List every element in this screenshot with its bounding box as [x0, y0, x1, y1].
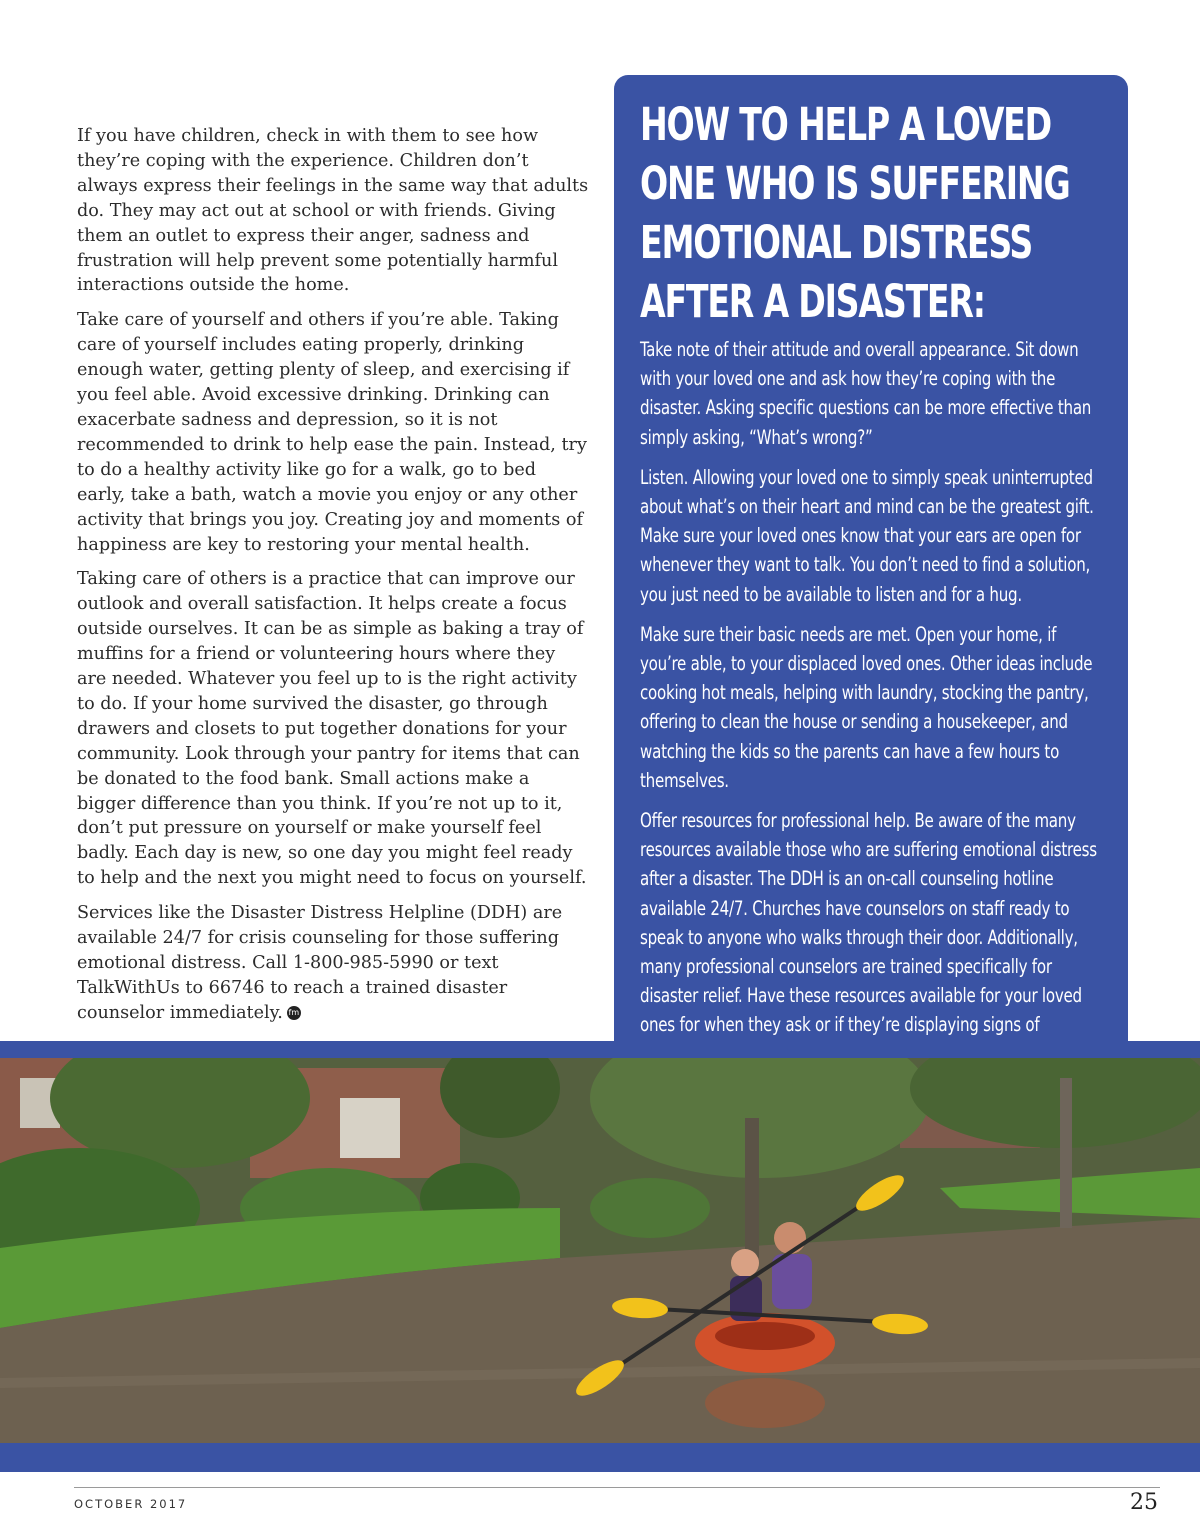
end-mark-icon: fm [287, 1006, 301, 1020]
sidebar-paragraph: Listen. Allowing your loved one to simply speak uninterrupted about what’s on their heart and mind can be the greatest gift. Make sure your loved ones know that your ears are open for whenever they want to talk. You don’t need to find a solution, you just need to be available to listen and for a hug. [640, 465, 1094, 606]
article-paragraph: Take care of yourself and others if you’re able. Taking care of yourself includes eating properly, drinking enough water, getting plenty of sleep, and exercising if you feel able. Avoid excessive drinking. Drinking can exacerbate sadness and depression, so it is not recommended to drink to help ease the pain. Instead, try to do a healthy activity like go for a walk, go to bed early, take a bath, watch a movie you enjoy or any other activity that brings you joy. Creating joy and moments of happiness are key to restoring your mental health. [77, 310, 587, 555]
flooded-street-kayak-photo [0, 1058, 1200, 1443]
footer-divider [74, 1487, 1160, 1488]
article-paragraph-text: Services like the Disaster Distress Helpline (DDH) are available 24/7 for crisis counseling for those suffering emotional distress. Call 1-800-985-5990 or text TalkWithUs to 66746 to reach a trained disaster counselor immediately. [77, 903, 563, 1023]
article-body [77, 124, 589, 1036]
sidebar-title: HOW TO HELP A LOVED ONE WHO IS SUFFERING EMOTIONAL DISTRESS AFTER A DISASTER: [640, 98, 1070, 328]
footer-date: OCTOBER 2017 [74, 1497, 188, 1511]
sidebar-paragraph: Make sure their basic needs are met. Open your home, if you’re able, to your displaced loved ones. Other ideas include cooking hot meals, helping with laundry, stocking the pantry, offering to clean the house or sending a housekeeper, and watching the kids so the parents can have a few hours to themselves. [640, 622, 1093, 792]
article-paragraph: If you have children, check in with them to see how they’re coping with the experience. Children don’t always express their feelings in the same way that adults do. They may act out at school or with friends. Giving them an outlet to express their anger, sadness and frustration will help prevent some potentially harmful interactions outside the home. [77, 126, 589, 296]
page-number: 25 [1130, 1490, 1158, 1515]
sidebar-paragraph: Offer resources for professional help. Be aware of the many resources available those who are suffering emotional distress after a disaster. The DDH is an on-call counseling hotline available 24/7. Churches have counselors on staff ready to speak to anyone who walks through their door. Additionally, many professional counselors are trained specifically for disaster relief. Have these resources available for your loved ones for when they ask or if they’re displaying signs of [640, 809, 1097, 1037]
photo-bottom-band [0, 1443, 1200, 1472]
photo-top-band [0, 1041, 1200, 1058]
article-paragraph: Taking care of others is a practice that can improve our outlook and overall satisfaction. It helps create a focus outside ourselves. It can be as simple as baking a tray of muffins for a friend or volunteering hours where they are needed. Whatever you feel up to is the right activity to do. If your home survived the disaster, go through drawers and closets to put together donations for your community. Look through your pantry for items that can be donated to the food bank. Small actions make a bigger difference than you think. If you’re not up to it, don’t put pressure on yourself or make yourself feel badly. Each day is new, so one day you might feel ready to help and the next you might need to focus on yourself. [77, 569, 587, 889]
sidebar-paragraph: Take note of their attitude and overall appearance. Sit down with your loved one and ask how they’re coping with the disaster. Asking specific questions can be more effective than simply asking, “What’s wrong?” [640, 338, 1092, 449]
article-paragraph-last [77, 901, 589, 1026]
sidebar-box [614, 75, 1128, 1055]
photo-illustration [0, 1058, 1200, 1443]
